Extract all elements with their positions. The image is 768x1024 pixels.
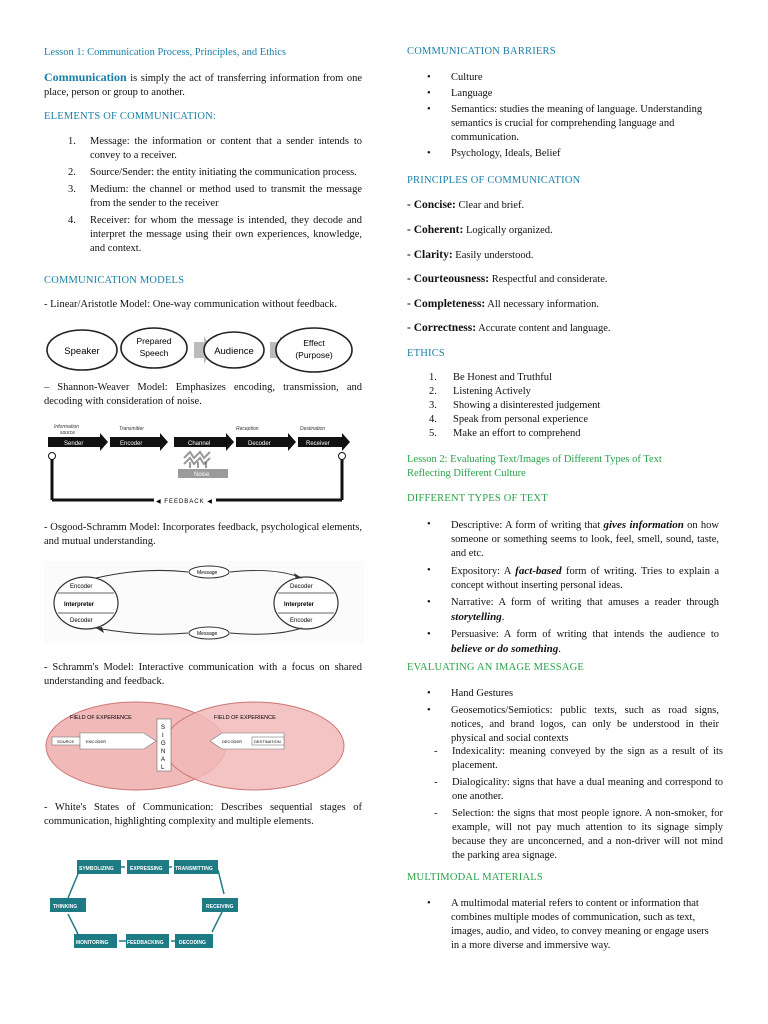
monitoring-label: MONITORING xyxy=(76,940,109,946)
list-item: 2. Source/Sender: the entity initiating the communication process. xyxy=(68,167,357,178)
noise-label: Noise xyxy=(194,472,210,478)
decoder-label-schramm: DECODER xyxy=(222,739,243,744)
list-item: • Persuasive: A form of writing that intends the audience to believe or do something. xyxy=(427,629,719,655)
list-item: • Narrative: A form of writing that amuses a reader through storytelling. xyxy=(427,597,719,623)
purpose-label: (Purpose) xyxy=(295,350,333,360)
speech-label: Speech xyxy=(139,348,169,358)
decoding-label: DECODING xyxy=(179,940,206,946)
channel-label: Channel xyxy=(188,441,211,447)
svg-text:G: G xyxy=(161,741,166,747)
shannon-model-text: – Shannon-Weaver Model: Emphasizes encoding, transmission, and decoding with consideration of noise. xyxy=(44,382,362,407)
receiver-label: Receiver xyxy=(306,441,330,447)
message-top-label: Message xyxy=(197,570,218,576)
svg-text:A: A xyxy=(161,757,166,763)
audience-label: Audience xyxy=(214,346,254,357)
barriers-heading: COMMUNICATION BARRIERS xyxy=(407,46,556,57)
list-item: • Semantics: studies the meaning of language. Understanding semantics is crucial for comprehending language and communication. xyxy=(427,104,703,143)
principles-heading: PRINCIPLES OF COMMUNICATION xyxy=(407,175,581,186)
list-item: 4. Receiver: for whom the message is intended, they decode and interpret the message using their own experiences, knowledge, and context. xyxy=(68,215,362,254)
principle-completeness: - Completeness: All necessary information. xyxy=(407,298,599,310)
decoder-label: Decoder xyxy=(248,441,271,447)
svg-text:Reception: Reception xyxy=(236,426,259,432)
field-left-label: FIELD OF EXPERIENCE xyxy=(70,715,132,721)
symbolizing-label: SYMBOLIZING xyxy=(79,866,114,872)
schramm-model-diagram xyxy=(44,700,364,792)
lesson1-title: Lesson 1: Communication Process, Principles, and Ethics xyxy=(44,47,287,58)
list-item: • Descriptive: A form of writing that gives information on how someone or something seems to look, feel, smell, sound, taste, and etc. xyxy=(427,519,719,559)
list-item: 2. Listening Actively xyxy=(429,386,531,397)
list-item: 3. Showing a disinterested judgement xyxy=(429,400,601,411)
destination-label: DESTINATION xyxy=(254,739,281,744)
list-item: 4. Speak from personal experience xyxy=(429,414,588,425)
image-dashes xyxy=(407,745,723,863)
speaker-label: Speaker xyxy=(64,346,100,357)
multimodal-list xyxy=(407,897,719,953)
lesson2-title: Lesson 2: Evaluating Text/Images of Different Types of Text Reflecting Different Culture xyxy=(407,454,662,479)
svg-text:Destination: Destination xyxy=(300,426,326,432)
svg-text:Transmitter: Transmitter xyxy=(119,426,144,432)
list-item: • Language xyxy=(427,88,493,99)
prepared-label: Prepared xyxy=(136,336,172,346)
models-heading: COMMUNICATION MODELS xyxy=(44,275,185,286)
feedback-label: ◀ FEEDBACK ◀ xyxy=(156,499,213,505)
transmitting-label: TRANSMITTING xyxy=(175,866,213,872)
principle-coherent: - Coherent: Logically organized. xyxy=(407,224,553,236)
multimodal-heading: MULTIMODAL MATERIALS xyxy=(407,872,543,883)
elements-heading: ELEMENTS OF COMMUNICATION: xyxy=(44,111,217,122)
principle-clarity: - Clarity: Easily understood. xyxy=(407,249,534,261)
right-decoder-label: Decoder xyxy=(290,584,313,590)
list-item: • A multimodal material refers to content or information that combines multiple modes of communication, such as text, images, audio, and video, to convey meaning or engage users in a more diverse and immersive way. xyxy=(427,898,709,951)
thinking-label: THINKING xyxy=(53,904,78,910)
svg-text:L: L xyxy=(161,765,165,771)
principle-concise: - Concise: Clear and brief. xyxy=(407,199,525,211)
right-encoder-label: Encoder xyxy=(290,618,313,624)
schramm-model-text: - Schramm's Model: Interactive communication with a focus on shared understanding and feedback. xyxy=(44,662,362,687)
left-interpreter-label: Interpreter xyxy=(64,602,95,608)
expressing-label: EXPRESSING xyxy=(130,866,163,872)
image-heading: EVALUATING AN IMAGE MESSAGE xyxy=(407,662,584,673)
svg-text:S: S xyxy=(161,725,166,731)
message-bottom-label: Message xyxy=(197,631,218,637)
encoder-label: Encoder xyxy=(120,441,143,447)
list-item: • Hand Gestures xyxy=(427,688,514,699)
list-item: 3. Medium: the channel or method used to transmit the message from the sender to the receiver xyxy=(68,184,362,209)
sender-label: Sender xyxy=(64,441,84,447)
list-item: • Expository: A fact-based form of writing. Tries to explain a concept without inserting personal ideas. xyxy=(427,565,719,591)
receiving-label: RECEIVING xyxy=(206,904,234,910)
svg-text:source: source xyxy=(60,430,76,436)
communication-def-text: is simply the act of transferring information from one place, person or group to another. xyxy=(44,73,362,98)
linear-model-text: - Linear/Aristotle Model: One-way communication without feedback. xyxy=(44,299,338,310)
types-heading: DIFFERENT TYPES OF TEXT xyxy=(407,493,548,504)
list-item: - Selection: the signs that most people ignore. A non-smoker, for example, will not pay much attention to its signage simply because they are unconcerned, and a non-driver will not mind the parking area signage. xyxy=(434,808,723,861)
principle-courteousness: - Courteousness: Respectful and considerate. xyxy=(407,273,608,285)
ethics-heading: ETHICS xyxy=(407,348,445,359)
right-interpreter-label: Interpreter xyxy=(284,602,315,608)
source-label: SOURCE xyxy=(57,739,75,744)
communication-definition xyxy=(44,70,362,100)
left-encoder-label: Encoder xyxy=(70,584,93,590)
effect-label: Effect xyxy=(303,338,325,348)
osgood-model-text: - Osgood-Schramm Model: Incorporates feedback, psychological elements, and mutual understanding. xyxy=(44,522,362,547)
barriers-list xyxy=(407,71,717,161)
communication-term: Communication xyxy=(44,70,127,84)
list-item: - Indexicality: meaning conveyed by the sign as a result of its placement. xyxy=(434,746,723,771)
elements-list xyxy=(44,135,362,256)
types-list xyxy=(407,518,719,657)
svg-text:I: I xyxy=(162,733,164,739)
list-item: - Dialogicality: signs that have a dual meaning and correspond to one another. xyxy=(434,777,723,802)
ethics-list xyxy=(407,371,717,441)
list-item: 1. Be Honest and Truthful xyxy=(429,372,552,383)
principle-correctness: - Correctness: Accurate content and language. xyxy=(407,322,611,334)
field-right-label: FIELD OF EXPERIENCE xyxy=(214,715,276,721)
list-item: • Psychology, Ideals, Belief xyxy=(427,148,561,159)
list-item: 1. Message: the information or content that a sender intends to convey to a receiver. xyxy=(68,136,362,161)
linear-model-diagram xyxy=(44,322,364,374)
list-item: 5. Make an effort to comprehend xyxy=(429,428,581,439)
svg-text:Information: Information xyxy=(54,424,80,430)
svg-text:N: N xyxy=(161,749,166,755)
image-bullets xyxy=(407,687,719,746)
left-decoder-label: Decoder xyxy=(70,618,93,624)
list-item: • Geosemotics/Semiotics: public texts, such as road signs, notices, and brand logos, can only be understood in their physical and social contexts xyxy=(427,705,719,744)
white-model-diagram xyxy=(44,852,364,956)
feedbacking-label: FEEDBACKING xyxy=(127,940,164,946)
encoder-label-schramm: ENCODER xyxy=(86,739,107,744)
osgood-model-diagram xyxy=(44,561,364,643)
white-model-text: - White's States of Communication: Describes sequential stages of communication, highlighting complexity and multiple elements. xyxy=(44,802,362,827)
list-item: • Culture xyxy=(427,72,483,83)
shannon-model-diagram xyxy=(44,418,364,506)
